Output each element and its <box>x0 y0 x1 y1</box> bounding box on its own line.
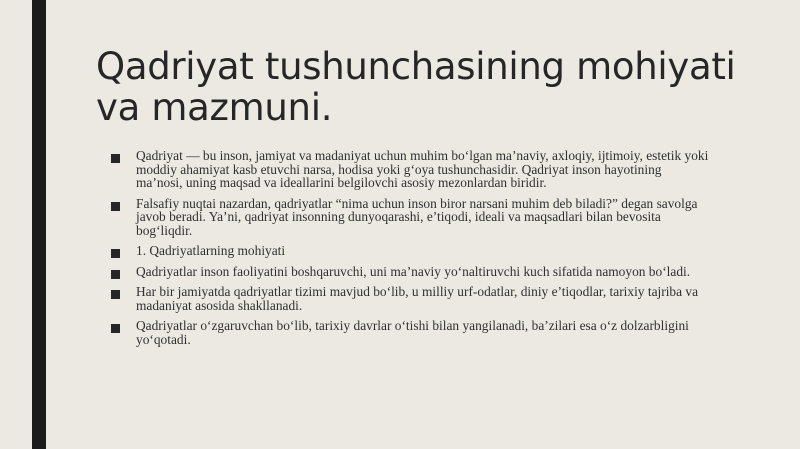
bullet-text: 1. Qadriyatlarning mohiyati <box>136 243 286 258</box>
bullet-text: Qadriyatlar o‘zgaruvchan bo‘lib, tarixiy davrlar o‘tishi bilan yangilanadi, ba’zilari esa o‘z dolzarbligini yo‘qotadi. <box>136 318 689 347</box>
bullet-text: Qadriyat — bu inson, jamiyat va madaniyat uchun muhim bo‘lgan ma’naviy, axloqiy, ijtimoiy, estetik yoki moddiy ahamiyat kasb etuvchi narsa, hodisa yoki g‘oya tushunchasidir. Qadriyat inson hayotining ma’nosi, uning maqsad va ideallarini belgilovchi asosiy mezonlardan biridir. <box>136 148 709 190</box>
bullet-text: Qadriyatlar inson faoliyatini boshqaruvchi, uni ma’naviy yo‘naltiruvchi kuch sifatida namoyon bo‘ladi. <box>136 263 691 279</box>
bullet-item <box>111 319 711 346</box>
square-bullet-icon <box>111 249 120 258</box>
bullet-item <box>111 285 711 312</box>
slide-title: Qadriyat tushunchasining mohiyati va mazmuni. <box>96 45 736 129</box>
bullet-item <box>111 265 711 279</box>
bullet-list <box>111 149 711 353</box>
square-bullet-icon <box>111 154 120 163</box>
bullet-text: Har bir jamiyatda qadriyatlar tizimi mavjud bo‘lib, u milliy urf-odatlar, diniy e’tiqodlar, tarixiy tajriba va madaniyat asosida shakllanadi. <box>136 284 699 313</box>
bullet-item <box>111 149 711 190</box>
square-bullet-icon <box>111 290 120 299</box>
accent-bar <box>32 0 46 449</box>
bullet-text: Falsafiy nuqtai nazardan, qadriyatlar “nima uchun inson biror narsani muhim deb biladi?” degan savolga javob beradi. Ya’ni, qadriyat insonning dunyoqarashi, e’tiqodi, ideali va maqsadlari bilan bevosita bog‘liqdir. <box>136 195 698 238</box>
square-bullet-icon <box>111 270 120 279</box>
bullet-item <box>111 197 711 238</box>
square-bullet-icon <box>111 202 120 211</box>
bullet-item <box>111 244 711 258</box>
square-bullet-icon <box>111 324 120 333</box>
